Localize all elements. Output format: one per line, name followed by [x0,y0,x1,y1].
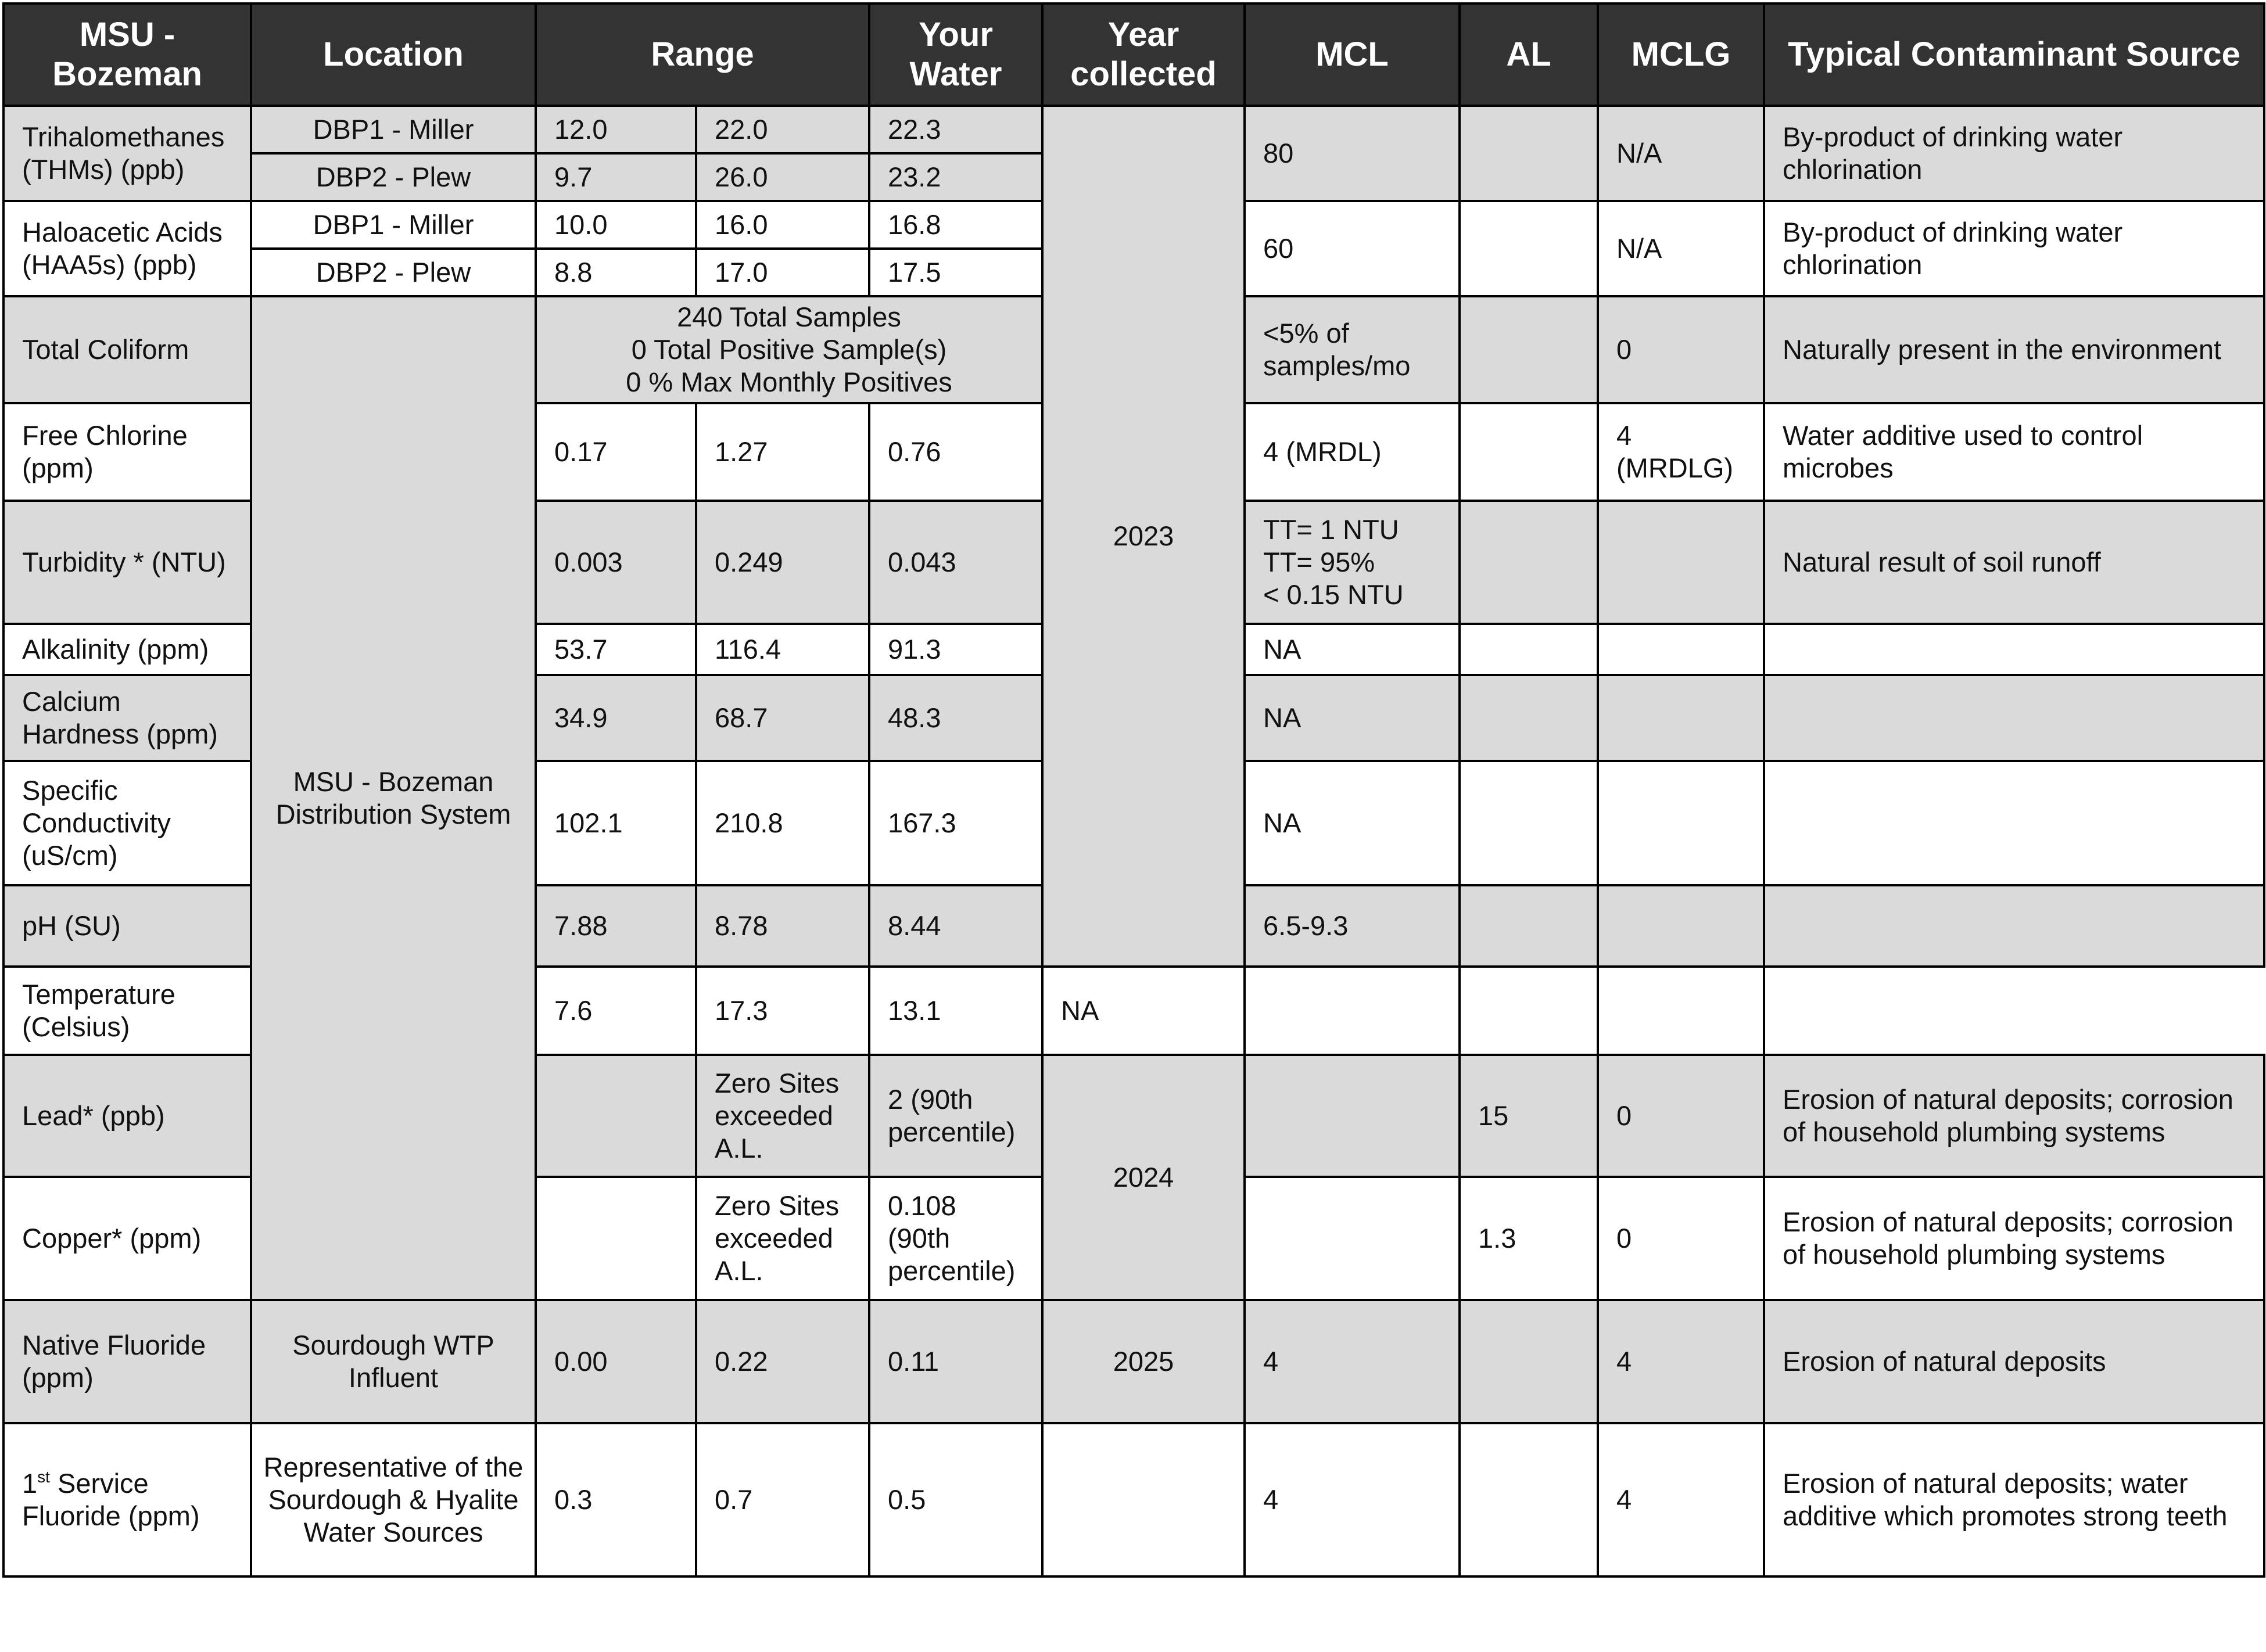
your-water: 2 (90th percentile) [869,1055,1042,1177]
range-low: 0.17 [536,403,696,501]
mclg-cell: 4 [1598,1300,1764,1423]
mclg-cell [1598,624,1764,675]
mcl-cell: 4 [1245,1423,1460,1576]
al-cell: 1.3 [1460,1177,1598,1300]
mclg-cell: 0 [1598,1055,1764,1177]
header-range: Range [536,3,869,106]
al-cell [1460,201,1598,296]
mcl-cell: 60 [1245,201,1460,296]
range-high: 22.0 [696,106,869,153]
al-cell [1460,885,1598,967]
location-cell: Sourdough WTP Influent [251,1300,536,1423]
source-cell [1764,624,2264,675]
mcl-cell: 6.5-9.3 [1245,885,1460,967]
range-high: 0.249 [696,501,869,624]
range-high: 8.78 [696,885,869,967]
range-high: Zero Sites exceeded A.L. [696,1177,869,1300]
contaminant-name: Lead* (ppb) [3,1055,251,1177]
range-low: 7.6 [536,967,696,1055]
coliform-positive-samples: 0 Total Positive Sample(s) [631,334,947,365]
your-water: 23.2 [869,153,1042,201]
your-water: 0.11 [869,1300,1042,1423]
al-cell [1460,624,1598,675]
al-cell [1460,106,1598,201]
ordinal-suffix: st [37,1468,50,1486]
mcl-cell: 80 [1245,106,1460,201]
mcl-line: TT= 95% [1263,547,1375,577]
range-low: 34.9 [536,675,696,761]
header-location: Location [251,3,536,106]
mcl-line: TT= 1 NTU [1263,514,1399,545]
range-low: 0.3 [536,1423,696,1576]
source-cell: By-product of drinking water chlorination [1764,201,2264,296]
al-cell [1460,296,1598,403]
distribution-location: MSU - Bozeman Distribution System [251,296,536,1300]
mclg-cell: 4 (MRDLG) [1598,403,1764,501]
source-cell: Erosion of natural deposits [1764,1300,2264,1423]
your-water: 22.3 [869,106,1042,153]
header-your-water: Your Water [869,3,1042,106]
source-cell: Water additive used to control microbes [1764,403,2264,501]
al-cell [1460,675,1598,761]
range-low [536,1177,696,1300]
range-high: 0.22 [696,1300,869,1423]
name-prefix: 1 [22,1468,38,1499]
mcl-cell: NA [1245,624,1460,675]
range-high: 68.7 [696,675,869,761]
contaminant-name: Temperature (Celsius) [3,967,251,1055]
coliform-summary [536,296,1042,403]
range-high: 26.0 [696,153,869,201]
year-collected: 2024 [1042,1055,1245,1300]
header-al: AL [1460,3,1598,106]
header-mclg: MCLG [1598,3,1764,106]
header-mcl: MCL [1245,3,1460,106]
location-cell: DBP1 - Miller [251,106,536,153]
contaminant-name: Alkalinity (ppm) [3,624,251,675]
location-cell: Representative of the Sourdough & Hyalite Water Sources [251,1423,536,1576]
range-high: 210.8 [696,761,869,885]
contaminant-name: Turbidity * (NTU) [3,501,251,624]
name-rest: Service Fluoride (ppm) [22,1468,200,1531]
mcl-cell: 4 [1245,1300,1460,1423]
range-low: 0.003 [536,501,696,624]
range-high: 17.0 [696,249,869,296]
contaminant-name: Copper* (ppm) [3,1177,251,1300]
coliform-max-monthly: 0 % Max Monthly Positives [626,367,952,397]
al-cell [1460,403,1598,501]
range-high: 1.27 [696,403,869,501]
mclg-cell: N/A [1598,106,1764,201]
year-collected [1042,1423,1245,1576]
your-water: 91.3 [869,624,1042,675]
source-cell: Erosion of natural deposits; corrosion of household plumbing systems [1764,1177,2264,1300]
mclg-cell: 0 [1598,296,1764,403]
source-cell [1764,761,2264,885]
water-quality-table [2,2,2265,1578]
mclg-cell [1598,761,1764,885]
contaminant-name: Specific Conductivity (uS/cm) [3,761,251,885]
mclg-cell: 0 [1598,1177,1764,1300]
your-water: 0.043 [869,501,1042,624]
range-high: 17.3 [696,967,869,1055]
source-cell: Natural result of soil runoff [1764,501,2264,624]
mcl-line: < 0.15 NTU [1263,579,1404,610]
range-low: 7.88 [536,885,696,967]
your-water: 0.76 [869,403,1042,501]
your-water: 167.3 [869,761,1042,885]
location-cell: DBP2 - Plew [251,249,536,296]
mclg-cell [1598,675,1764,761]
contaminant-name: Native Fluoride (ppm) [3,1300,251,1423]
table-row-thm-1 [3,106,2264,153]
location-cell: DBP1 - Miller [251,201,536,249]
your-water: 0.108 (90th percentile) [869,1177,1042,1300]
table-row-service-fluoride [3,1423,2264,1576]
mcl-cell: NA [1245,675,1460,761]
al-cell [1245,967,1460,1055]
source-cell [1764,675,2264,761]
al-cell [1460,501,1598,624]
mclg-cell [1460,967,1598,1055]
your-water: 16.8 [869,201,1042,249]
contaminant-name: pH (SU) [3,885,251,967]
source-cell: Erosion of natural deposits; corrosion of household plumbing systems [1764,1055,2264,1177]
header-year-collected: Year collected [1042,3,1245,106]
range-low: 12.0 [536,106,696,153]
contaminant-name: Haloacetic Acids (HAA5s) (ppb) [3,201,251,296]
range-low: 102.1 [536,761,696,885]
contaminant-name [3,1423,251,1576]
year-collected: 2023 [1042,106,1245,967]
header-row [3,3,2264,106]
your-water: 48.3 [869,675,1042,761]
mcl-cell: NA [1245,761,1460,885]
al-cell [1460,1300,1598,1423]
range-low [536,1055,696,1177]
contaminant-name: Calcium Hardness (ppm) [3,675,251,761]
source-cell: Naturally present in the environment [1764,296,2264,403]
mcl-cell: 4 (MRDL) [1245,403,1460,501]
your-water: 17.5 [869,249,1042,296]
source-cell [1764,885,2264,967]
your-water: 13.1 [869,967,1042,1055]
mcl-cell: <5% of samples/mo [1245,296,1460,403]
source-cell: Erosion of natural deposits; water additive which promotes strong teeth [1764,1423,2264,1576]
contaminant-name: Total Coliform [3,296,251,403]
your-water: 8.44 [869,885,1042,967]
range-low: 53.7 [536,624,696,675]
contaminant-name: Trihalomethanes (THMs) (ppb) [3,106,251,201]
your-water: 0.5 [869,1423,1042,1576]
al-cell [1460,1423,1598,1576]
year-collected: 2025 [1042,1300,1245,1423]
range-high: Zero Sites exceeded A.L. [696,1055,869,1177]
contaminant-name: Free Chlorine (ppm) [3,403,251,501]
range-low: 0.00 [536,1300,696,1423]
mclg-cell [1598,501,1764,624]
mcl-cell [1245,1055,1460,1177]
range-high: 116.4 [696,624,869,675]
header-source: Typical Contaminant Source [1764,3,2264,106]
mcl-cell [1245,1177,1460,1300]
header-system: MSU - Bozeman [3,3,251,106]
mclg-cell [1598,885,1764,967]
range-low: 10.0 [536,201,696,249]
source-cell [1598,967,1764,1055]
al-cell [1460,761,1598,885]
source-cell: By-product of drinking water chlorination [1764,106,2264,201]
mcl-cell: NA [1042,967,1245,1055]
range-high: 16.0 [696,201,869,249]
al-cell: 15 [1460,1055,1598,1177]
mclg-cell: N/A [1598,201,1764,296]
coliform-total-samples: 240 Total Samples [677,301,901,332]
table-row-native-fluoride [3,1300,2264,1423]
mcl-cell [1245,501,1460,624]
range-high: 0.7 [696,1423,869,1576]
mclg-cell: 4 [1598,1423,1764,1576]
location-cell: DBP2 - Plew [251,153,536,201]
range-low: 9.7 [536,153,696,201]
range-low: 8.8 [536,249,696,296]
